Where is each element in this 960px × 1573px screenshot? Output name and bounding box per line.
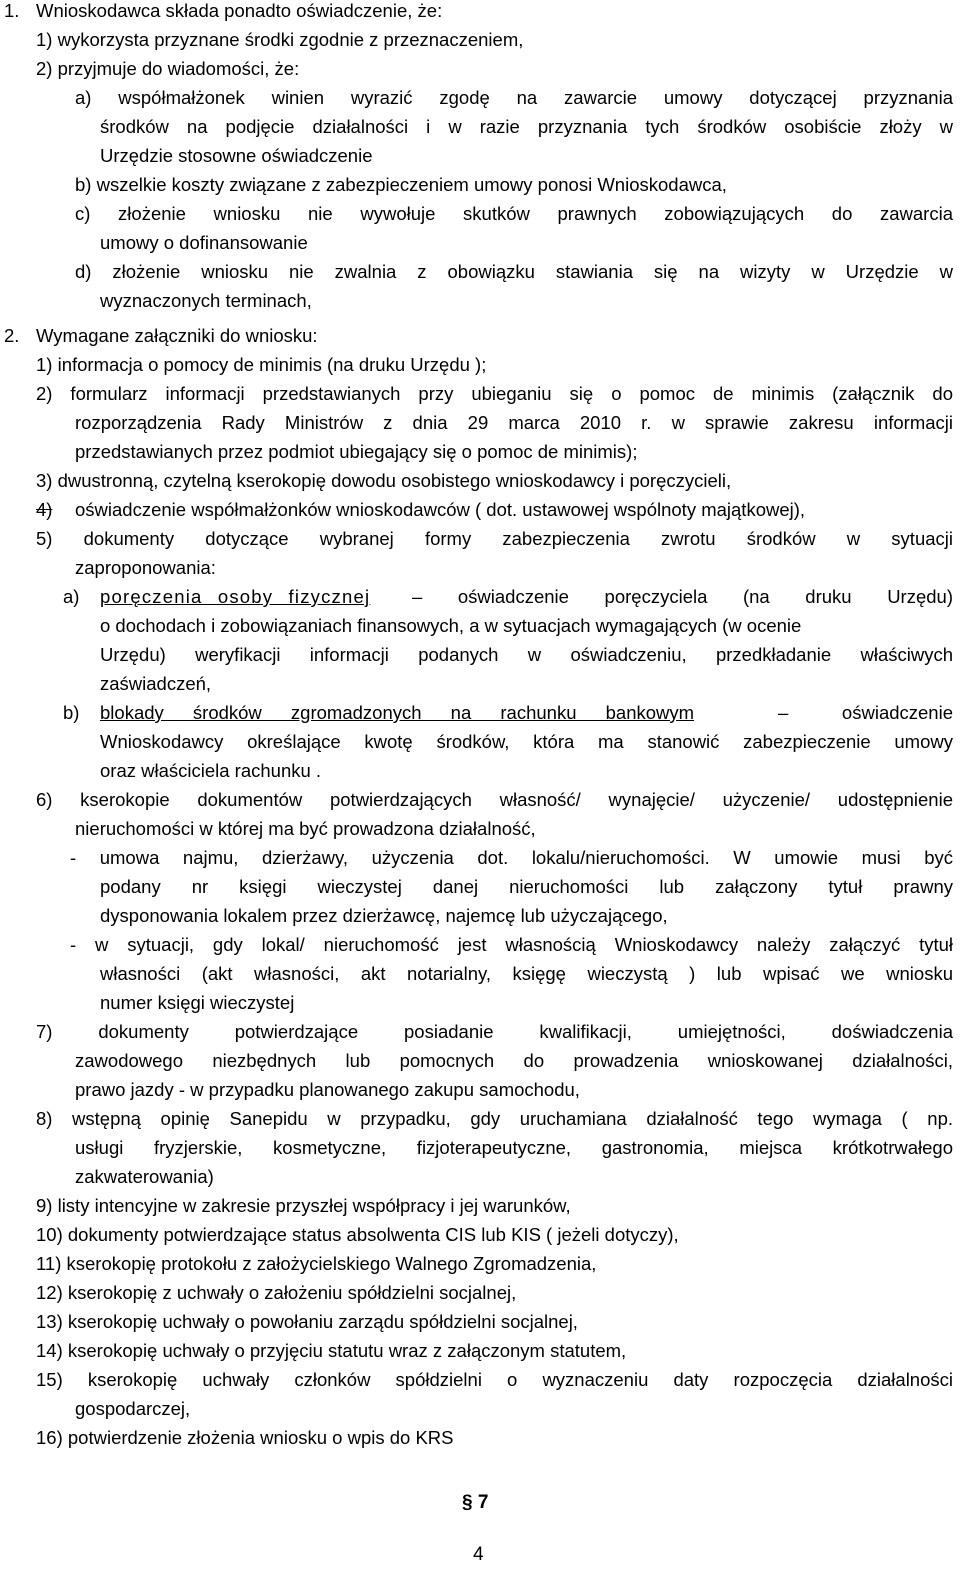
list-item-cont: Urzędu) weryfikacji informacji podanych w oświadczeniu, przedkładanie właściwych	[100, 644, 953, 665]
list-item-cont: przedstawianych przez podmiot ubiegający się o pomoc de minimis);	[75, 441, 638, 462]
sub-item-label: b)	[63, 702, 80, 723]
list-item: 12) kserokopię z uchwały o założeniu spółdzielni socjalnej,	[36, 1282, 517, 1303]
list-item-cont: podany nr księgi wieczystej danej nieruchomości lub załączony tytuł prawny	[100, 876, 953, 897]
list-item-cont: prawo jazdy - w przypadku planowanego zakupu samochodu,	[75, 1079, 580, 1100]
underlined-term: blokady środków zgromadzonych na rachunku bankowym	[100, 702, 695, 723]
list-item: 15) kserokopię uchwały członków spółdzielni o wyznaczeniu daty rozpoczęcia działalności	[36, 1369, 953, 1390]
list-item-cont: Wnioskodawcy określające kwotę środków, która ma stanowić zabezpieczenie umowy	[100, 731, 953, 752]
list-item-cont: o dochodach i zobowiązaniach finansowych, a w sytuacjach wymagających (w ocenie	[100, 615, 802, 636]
paragraph-marker: § 7	[462, 1492, 489, 1513]
list-item-cont: zawodowego niezbędnych lub pomocnych do prowadzenia wnioskowanej działalności,	[75, 1050, 953, 1071]
list-item: 11) kserokopię protokołu z założycielskiego Walnego Zgromadzenia,	[36, 1253, 597, 1274]
list-item-cont: Urzędzie stosowne oświadczenie	[100, 145, 373, 166]
list-item-number-struck: 4)	[36, 499, 53, 520]
list-item-cont: dysponowania lokalem przez dzierżawcę, najemcę lub użyczającego,	[100, 905, 668, 926]
list-item: a) współmałżonek winien wyrazić zgodę na zawarcie umowy dotyczącej przyznania	[75, 87, 953, 108]
section-1-number: 1.	[4, 0, 20, 21]
list-item-cont: numer księgi wieczystej	[100, 992, 295, 1013]
list-item-cont: zaświadczeń,	[100, 673, 212, 694]
list-item-cont: nieruchomości w której ma być prowadzona działalność,	[75, 818, 536, 839]
list-item-cont: zaproponowania:	[75, 557, 216, 578]
section-1-intro: Wnioskodawca składa ponadto oświadczenie, że:	[36, 0, 443, 21]
list-item: b) wszelkie koszty związane z zabezpieczeniem umowy ponosi Wnioskodawca,	[75, 174, 727, 195]
list-item: d) złożenie wniosku nie zwalnia z obowiązku stawiania się na wizyty w Urzędzie w	[75, 261, 953, 282]
list-item-cont: wyznaczonych terminach,	[100, 290, 312, 311]
list-item-cont: zakwaterowania)	[75, 1166, 214, 1187]
list-item-cont: - w sytuacji, gdy lokal/ nieruchomość jest własnością Wnioskodawcy należy załączyć tytuł	[70, 934, 953, 955]
list-item: 1) informacja o pomocy de minimis (na druku Urzędu );	[36, 354, 487, 375]
list-item: 7) dokumenty potwierdzające posiadanie kwalifikacji, umiejętności, doświadczenia	[36, 1021, 953, 1042]
list-item: 2) przyjmuje do wiadomości, że:	[36, 58, 300, 79]
list-item: 5) dokumenty dotyczące wybranej formy zabezpieczenia zwrotu środków w sytuacji	[36, 528, 953, 549]
list-item-cont: – oświadczenie	[778, 702, 953, 723]
section-2-number: 2.	[4, 325, 20, 346]
page-number: 4	[473, 1544, 484, 1565]
list-item: 6) kserokopie dokumentów potwierdzających własność/ wynajęcie/ użyczenie/ udostępnienie	[36, 789, 953, 810]
list-item-cont: rozporządzenia Rady Ministrów z dnia 29 marca 2010 r. w sprawie zakresu informacji	[75, 412, 953, 433]
list-item-cont: umowy o dofinansowanie	[100, 232, 308, 253]
list-item: 14) kserokopię uchwały o przyjęciu statutu wraz z załączonym statutem,	[36, 1340, 627, 1361]
section-2-intro: Wymagane załączniki do wniosku:	[36, 325, 318, 346]
list-item-cont: usługi fryzjerskie, kosmetyczne, fizjoterapeutyczne, gastronomia, miejsca krótkotrwałego	[75, 1137, 953, 1158]
list-item-cont: - umowa najmu, dzierżawy, użyczenia dot. lokalu/nieruchomości. W umowie musi być	[70, 847, 953, 868]
list-item: 9) listy intencyjne w zakresie przyszłej współpracy i jej warunków,	[36, 1195, 571, 1216]
list-item-cont: gospodarczej,	[75, 1398, 191, 1419]
list-item: 10) dokumenty potwierdzające status absolwenta CIS lub KIS ( jeżeli dotyczy),	[36, 1224, 679, 1245]
list-item: 2) formularz informacji przedstawianych przy ubieganiu się o pomoc de minimis (załącznik do	[36, 383, 953, 404]
list-item: 8) wstępną opinię Sanepidu w przypadku, gdy uruchamiana działalność tego wymaga ( np.	[36, 1108, 953, 1129]
list-item: c) złożenie wniosku nie wywołuje skutków prawnych zobowiązujących do zawarcia	[75, 203, 953, 224]
list-item-cont: środków na podjęcie działalności i w razie przyznania tych środków osobiście złoży w	[100, 116, 953, 137]
underlined-term: poręczenia osoby fizycznej	[100, 586, 371, 607]
list-item: 13) kserokopię uchwały o powołaniu zarządu spółdzielni socjalnej,	[36, 1311, 578, 1332]
list-item: oświadczenie współmałżonków wnioskodawców ( dot. ustawowej wspólnoty majątkowej),	[75, 499, 806, 520]
list-item-cont: oraz właściciela rachunku .	[100, 760, 322, 781]
list-item-cont: – oświadczenie poręczyciela (na druku Urzędu)	[412, 586, 953, 607]
sub-item-label: a)	[63, 586, 80, 607]
list-item-cont: własności (akt własności, akt notarialny, księgę wieczystą ) lub wpisać we wniosku	[100, 963, 953, 984]
list-item: 3) dwustronną, czytelną kserokopię dowodu osobistego wnioskodawcy i poręczycieli,	[36, 470, 732, 491]
list-item: 1) wykorzysta przyznane środki zgodnie z przeznaczeniem,	[36, 29, 524, 50]
list-item: 16) potwierdzenie złożenia wniosku o wpis do KRS	[36, 1427, 454, 1448]
